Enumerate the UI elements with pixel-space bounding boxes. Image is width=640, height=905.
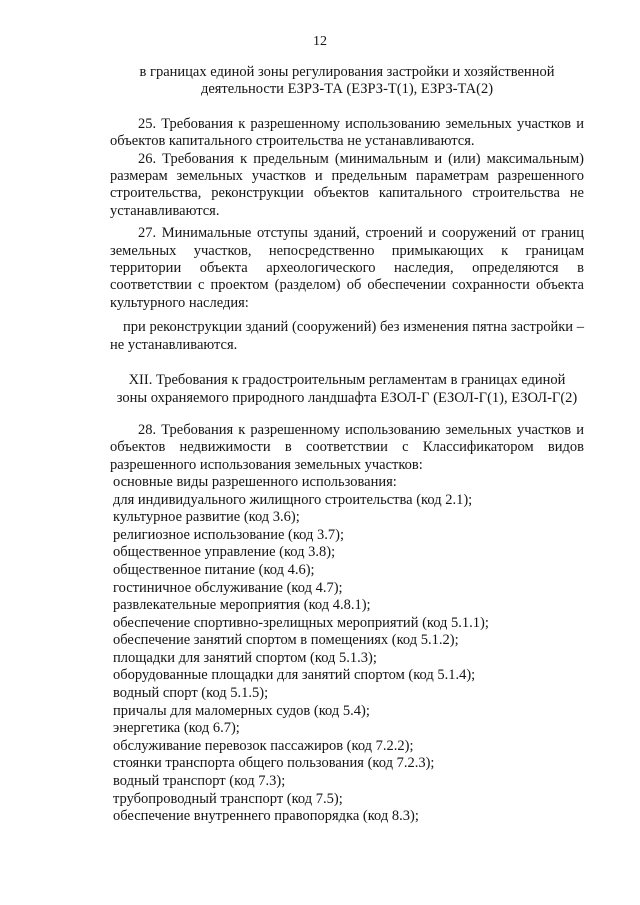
paragraph-27-clause — [110, 319, 584, 354]
list-item: обеспечение внутреннего правопорядка (код 8.3); — [113, 808, 419, 825]
paragraph-27-clause-text: при реконструкции зданий (сооружений) без изменения пятна застройки – не устанавливаются. — [110, 319, 584, 353]
paragraph-27: 27. Минимальные отступы зданий, строений и сооружений от границ земельных участков, непосредственно примыкающих к границам территории объекта археологического наследия, определяются в соответствии с проектом (разделом) об обеспечении сохранности объекта культурного наследия: — [110, 225, 584, 311]
page-number: 12 — [313, 34, 327, 49]
list-item: стоянки транспорта общего пользования (код 7.2.3); — [113, 755, 435, 772]
list-item: для индивидуального жилищного строительства (код 2.1); — [113, 491, 473, 508]
list-item: водный транспорт (код 7.3); — [113, 773, 286, 790]
paragraph-25: 25. Требования к разрешенному использованию земельных участков и объектов капитального строительства не устанавливаются. — [110, 115, 584, 150]
list-item: площадки для занятий спортом (код 5.1.3); — [113, 649, 377, 666]
list-item: общественное питание (код 4.6); — [113, 561, 315, 578]
list-item: обеспечение спортивно-зрелищных мероприятий (код 5.1.1); — [113, 614, 489, 631]
list-item: развлекательные мероприятия (код 4.8.1); — [113, 597, 371, 614]
list-item: культурное развитие (код 3.6); — [113, 509, 300, 526]
document-body — [110, 64, 584, 826]
section-xii-heading: XII. Требования к градостроительным регламентам в границах единой зоны охраняемого природного ландшафта ЕЗОЛ-Г (ЕЗОЛ-Г(1), ЕЗОЛ-Г(2) — [116, 372, 578, 406]
list-item: трубопроводный транспорт (код 7.5); — [113, 790, 343, 807]
zone-heading: в границах единой зоны регулирования застройки и хозяйственной деятельности ЕЗРЗ-ТА (ЕЗРЗ-Т(1), ЕЗРЗ-ТА(2) — [139, 64, 555, 98]
paragraph-26: 26. Требования к предельным (минимальным и (или) максимальным) размерам земельных участков и предельным параметрам разрешенного строительства, реконструкции объектов капитального строительства не устанавливаются. — [110, 150, 584, 219]
list-item: обслуживание перевозок пассажиров (код 7.2.2); — [113, 737, 414, 754]
paragraph-28: 28. Требования к разрешенному использованию земельных участков и объектов недвижимости в соответствии с Классификатором видов разрешенного использования земельных участков: — [110, 421, 584, 473]
list-item: водный спорт (код 5.1.5); — [113, 685, 269, 702]
list-item: обеспечение занятий спортом в помещениях (код 5.1.2); — [113, 632, 459, 649]
list-item: оборудованные площадки для занятий спортом (код 5.1.4); — [113, 667, 476, 684]
list-item: общественное управление (код 3.8); — [113, 544, 336, 561]
list-item: религиозное использование (код 3.7); — [113, 526, 344, 543]
permitted-uses-list — [110, 492, 584, 826]
list-item: гостиничное обслуживание (код 4.7); — [113, 579, 343, 596]
list-item: причалы для маломерных судов (код 5.4); — [113, 702, 370, 719]
permitted-uses-title: основные виды разрешенного использования: — [113, 474, 397, 491]
list-item: энергетика (код 6.7); — [113, 720, 240, 737]
